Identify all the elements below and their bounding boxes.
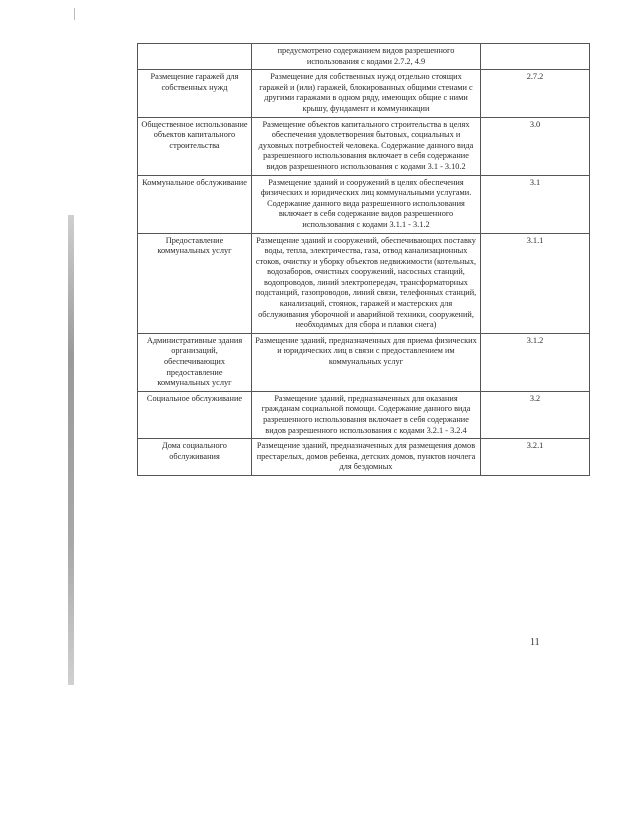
table-row [138, 175, 590, 233]
row-code: 3.1.1 [481, 233, 590, 333]
row-name [138, 44, 252, 70]
row-description: Размещение зданий и сооружений в целях обеспечения физических и юридических лиц коммунальными услугами. Содержание данного вида разрешенного использования включает в себя содержание видов разрешенного использования с кодами 3.1.1 - 3.1.2 [252, 175, 481, 233]
row-name: Социальное обслуживание [138, 391, 252, 438]
row-code: 3.0 [481, 117, 590, 175]
row-description: Размещение зданий, предназначенных для размещения домов престарелых, домов ребенка, детских домов, пунктов ночлега для бездомных [252, 439, 481, 476]
row-description: Размещение зданий, предназначенных для приема физических и юридических лиц в связи с предоставлением им коммунальных услуг [252, 333, 481, 391]
row-name: Размещение гаражей для собственных нужд [138, 70, 252, 117]
scan-edge-mark [74, 8, 75, 20]
row-description: Размещение зданий и сооружений, обеспечивающих поставку воды, тепла, электричества, газа, отвод канализационных стоков, очистку и уборку объектов недвижимости (котельных, водозаборов, очистных сооружений, насосных станций, водопроводов, линий электропередач, трансформаторных подстанций, газопроводов, линий связи, телефонных станций, канализаций, стоянок, гаражей и мастерских для обслуживания уборочной и аварийной техники, сооружений, необходимых для сбора и плавки снега) [252, 233, 481, 333]
scan-binding-strip [68, 215, 74, 685]
row-code: 3.1.2 [481, 333, 590, 391]
row-name: Административные здания организаций, обеспечивающих предоставление коммунальных услуг [138, 333, 252, 391]
row-name: Дома социального обслуживания [138, 439, 252, 476]
table-row [138, 233, 590, 333]
land-use-table [137, 43, 590, 476]
table-row [138, 117, 590, 175]
row-code: 3.1 [481, 175, 590, 233]
row-description: Размещение для собственных нужд отдельно стоящих гаражей и (или) гаражей, блокированных общими стенами с другими гаражами в одном ряду, имеющих общие с ними крышу, фундамент и коммуникации [252, 70, 481, 117]
row-code: 2.7.2 [481, 70, 590, 117]
table-row [138, 439, 590, 476]
table-row [138, 44, 590, 70]
row-description: предусмотрено содержанием видов разрешенного использования с кодами 2.7.2, 4.9 [252, 44, 481, 70]
row-code [481, 44, 590, 70]
table-row [138, 70, 590, 117]
table-row [138, 333, 590, 391]
row-name: Коммунальное обслуживание [138, 175, 252, 233]
page-number: 11 [530, 637, 540, 648]
row-code: 3.2 [481, 391, 590, 438]
table-row [138, 391, 590, 438]
row-name: Общественное использование объектов капитального строительства [138, 117, 252, 175]
row-code: 3.2.1 [481, 439, 590, 476]
row-description: Размещение зданий, предназначенных для оказания гражданам социальной помощи. Содержание данного вида разрешенного использования включает в себя содержание видов разрешенного использования с кодами 3.2.1 - 3.2.4 [252, 391, 481, 438]
row-description: Размещение объектов капитального строительства в целях обеспечения удовлетворения бытовых, социальных и духовных потребностей человека. Содержание данного вида разрешенного использования включает в себя содержание видов разрешенного использования с кодами 3.1 - 3.10.2 [252, 117, 481, 175]
row-name: Предоставление коммунальных услуг [138, 233, 252, 333]
